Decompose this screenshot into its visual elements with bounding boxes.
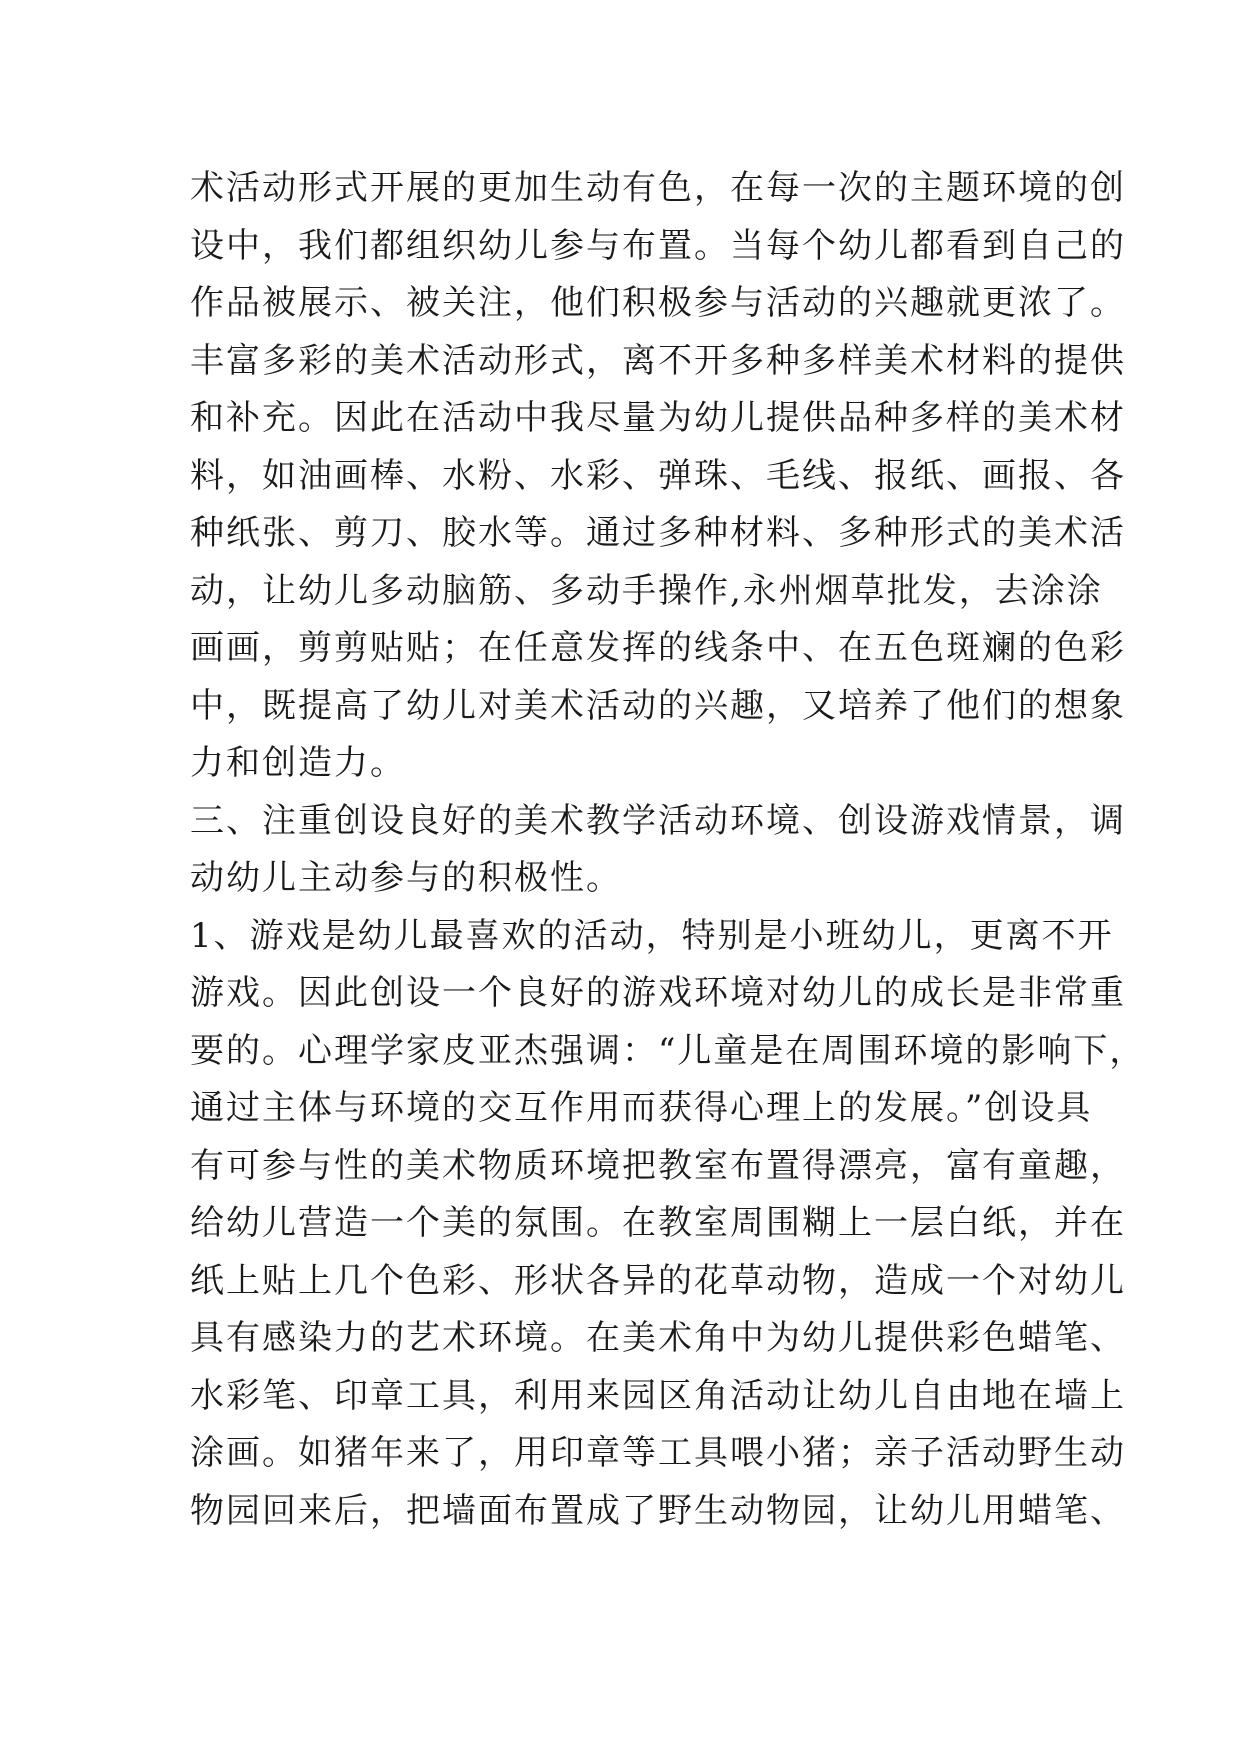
text-line: 给幼儿营造一个美的氛围。在教室周围糊上一层白纸，并在 bbox=[190, 1203, 1126, 1243]
body-text bbox=[190, 160, 1146, 1540]
text-line: 通过主体与环境的交互作用而获得心理上的发展。”创设具 bbox=[190, 1088, 1093, 1128]
section-heading-line: 三、注重创设良好的美术教学活动环境、创设游戏情景，调 bbox=[190, 800, 1126, 841]
text-line: 料，如油画棒、水粉、水彩、弹珠、毛线、报纸、画报、各 bbox=[190, 455, 1126, 496]
text-line: 游戏。因此创设一个良好的游戏环境对幼儿的成长是非常重 bbox=[190, 973, 1126, 1013]
text-line: 和补充。因此在活动中我尽量为幼儿提供品种多样的美术材 bbox=[190, 398, 1126, 438]
text-line: 设中，我们都组织幼儿参与布置。当每个幼儿都看到自己的 bbox=[190, 225, 1126, 266]
text-line: 水彩笔、印章工具，利用来园区角活动让幼儿自由地在墙上 bbox=[190, 1375, 1126, 1416]
text-line: 中，既提高了幼儿对美术活动的兴趣，又培养了他们的想象 bbox=[190, 685, 1126, 726]
text-line: 具有感染力的艺术环境。在美术角中为幼儿提供彩色蜡笔、 bbox=[190, 1318, 1126, 1358]
text-line: 有可参与性的美术物质环境把教室布置得漂亮，富有童趣， bbox=[190, 1145, 1126, 1186]
text-line: 术活动形式开展的更加生动有色，在每一次的主题环境的创 bbox=[190, 168, 1126, 208]
text-line: 1、游戏是幼儿最喜欢的活动，特别是小班幼儿，更离不开 bbox=[190, 915, 1114, 956]
text-line: 种纸张、剪刀、胶水等。通过多种材料、多种形式的美术活 bbox=[190, 513, 1126, 553]
text-line: 丰富多彩的美术活动形式，离不开多种多样美术材料的提供 bbox=[190, 340, 1126, 381]
text-line: 画画，剪剪贴贴；在任意发挥的线条中、在五色斑斓的色彩 bbox=[190, 628, 1126, 668]
text-line: 纸上贴上几个色彩、形状各异的花草动物，造成一个对幼儿 bbox=[190, 1260, 1126, 1301]
text-line: 力和创造力。 bbox=[190, 743, 406, 783]
text-line: 物园回来后，把墙面布置成了野生动物园，让幼儿用蜡笔、 bbox=[190, 1490, 1126, 1531]
text-line: 要的。心理学家皮亚杰强调：“儿童是在周围环境的影响下， bbox=[190, 1030, 1146, 1071]
text-line: 作品被展示、被关注，他们积极参与活动的兴趣就更浓了。 bbox=[190, 283, 1126, 323]
section-heading-line: 动幼儿主动参与的积极性。 bbox=[190, 858, 622, 898]
text-line: 涂画。如猪年来了，用印章等工具喂小猪；亲子活动野生动 bbox=[190, 1433, 1126, 1473]
text-line: 动，让幼儿多动脑筋、多动手操作,永州烟草批发，去涂涂 bbox=[190, 570, 1103, 611]
